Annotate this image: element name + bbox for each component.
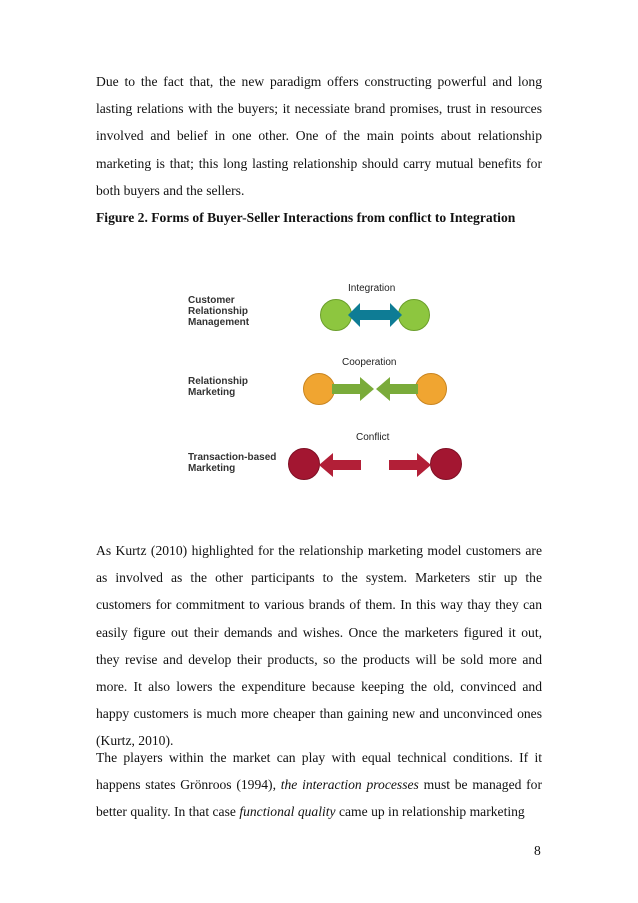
integration-right-circle — [398, 299, 430, 331]
integration-double-arrow — [348, 301, 402, 329]
buyer-seller-interactions-figure — [180, 275, 480, 495]
figure-row-label-relationship-marketing: Relationship Marketing — [188, 376, 249, 398]
paragraph-3 — [96, 744, 542, 826]
paragraph-3-part-2: must be managed for better quality. In that case — [96, 777, 542, 820]
paragraph-2: As Kurtz (2010) highlighted for the relationship marketing model customers are as involved as the other participants to the system. Marketers stir up the customers for commitment to various brands of them. In this way thay they can easily figure out their demands and wishes. Once the marketers figured it out, they revise and develop their products, so the products will be sold more and more. It also lowers the expenditure because keeping the old, convinced and happy customers is much more cheaper than gaining new and unconvinced ones (Kurtz, 2010). — [96, 543, 542, 749]
paragraph-3-emphasis-1: the interaction processes — [280, 777, 419, 793]
figure-row-label-crm: Customer Relationship Management — [188, 295, 250, 328]
conflict-right-circle — [430, 448, 462, 480]
figure-row-label-transaction-marketing: Transaction-based Marketing — [188, 452, 277, 474]
paragraph-1: Due to the fact that, the new paradigm offers constructing powerful and long lasting relations with the buyers; it necessiate brand promises, trust in resources involved and belief in one other. One of the main points about relationship marketing is that; this long lasting relationship should carry mutual benefits for both buyers and the sellers. — [96, 74, 542, 198]
figure-title-conflict: Conflict — [356, 432, 390, 443]
cooperation-converging-arrows — [332, 375, 418, 403]
figure-title-integration: Integration — [348, 283, 396, 294]
cooperation-left-circle — [303, 373, 335, 405]
cooperation-right-circle — [415, 373, 447, 405]
conflict-left-circle — [288, 448, 320, 480]
figure-caption: Figure 2. Forms of Buyer-Seller Interactions from conflict to Integration — [96, 210, 516, 225]
figure-title-cooperation: Cooperation — [342, 357, 397, 368]
page-number: 8 — [534, 843, 541, 858]
paragraph-3-part-1: The players within the market can play with equal technical conditions. If it happens states Grönroos (1994), — [96, 750, 542, 793]
paragraph-3-emphasis-2: functional quality — [239, 804, 336, 820]
conflict-diverging-arrows — [319, 451, 431, 479]
paragraph-3-part-3: came up in relationship marketing — [335, 804, 525, 820]
